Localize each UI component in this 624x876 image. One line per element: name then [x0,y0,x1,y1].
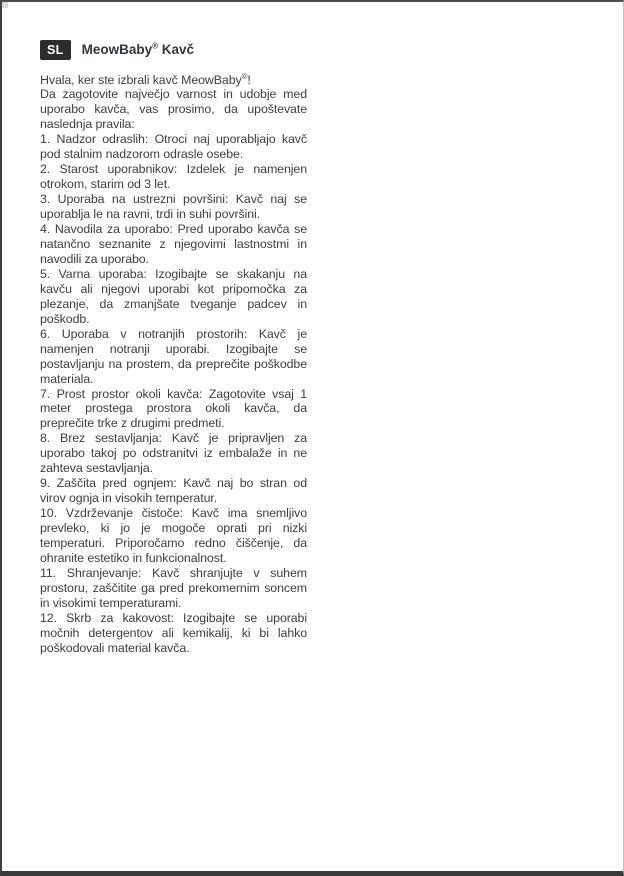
rule-1-adult-supervision: 1. Nadzor odraslih: Otroci naj uporabljajo kavč pod stalnim nadzorom odrasle osebe. [40,132,307,162]
registered-trademark-symbol: ® [241,71,248,81]
rule-12-quality-care: 12. Skrb za kakovost: Izogibajte se uporabi močnih detergentov ali kemikalij, ki bi lahko poškodovali material kavča. [40,610,307,655]
rule-3-proper-surface: 3. Uporaba na ustrezni površini: Kavč naj se uporablja le na ravni, trdi in suhi površini. [40,192,307,222]
product-name: Kavč [158,42,195,58]
brand-name: MeowBaby [81,42,153,58]
rule-7-clearance: 7. Prost prostor okoli kavča: Zagotovite vsaj 1 meter prostega prostora okoli kavča, da preprečite trke z drugimi predmeti. [40,386,307,431]
scan-artifact [2,2,8,8]
rule-5-safe-use: 5. Varna uporaba: Izogibajte se skakanju na kavču ali njegovi uporabi kot pripomočka za plezanje, da zmanjšate tveganje padcev in poškodb. [40,266,307,326]
rule-11-storage: 11. Shranjevanje: Kavč shranjujte v suhem prostoru, zaščitite ga pred prekomernim soncem in visokimi temperaturami. [40,565,307,610]
intro-paragraph: Da zagotovite največjo varnost in udobje med uporabo kavča, vas prosimo, da upoštevate naslednja pravila: [40,87,307,132]
registered-trademark-symbol: ® [152,41,158,51]
thank-you-line: Hvala, ker ste izbrali kavč MeowBaby®! [40,71,251,87]
rule-6-indoor-use: 6. Uporaba v notranjih prostorih: Kavč je namenjen notranji uporabi. Izogibajte se postavljanju na prostem, da preprečite poškodbe materiala. [40,326,307,386]
instructions-body [40,73,307,656]
page-content [40,40,307,656]
rule-8-no-assembly: 8. Brez sestavljanja: Kavč je pripravljen za uporabo takoj po odstranitvi iz embalaže in ne zahteva sestavljanja. [40,431,307,476]
document-header [40,40,307,60]
rule-2-user-age: 2. Starost uporabnikov: Izdelek je namenjen otrokom, starim od 3 let. [40,162,307,192]
rule-9-fire-protection: 9. Zaščita pred ognjem: Kavč naj bo stran od virov ognja in visokih temperatur. [40,476,307,506]
page-title [82,42,194,57]
language-badge: SL [40,40,71,60]
rule-4-usage-instructions: 4. Navodila za uporabo: Pred uporabo kavča se natančno seznanite z njegovimi lastnostmi in navodili za uporabo. [40,222,307,266]
rule-10-cleaning: 10. Vzdrževanje čistoče: Kavč ima snemljivo prevleko, ki jo je mogoče oprati pri nizki temperaturi. Priporočamo redno čiščenje, da ohranite estetiko in funkcionalnost. [40,506,307,565]
